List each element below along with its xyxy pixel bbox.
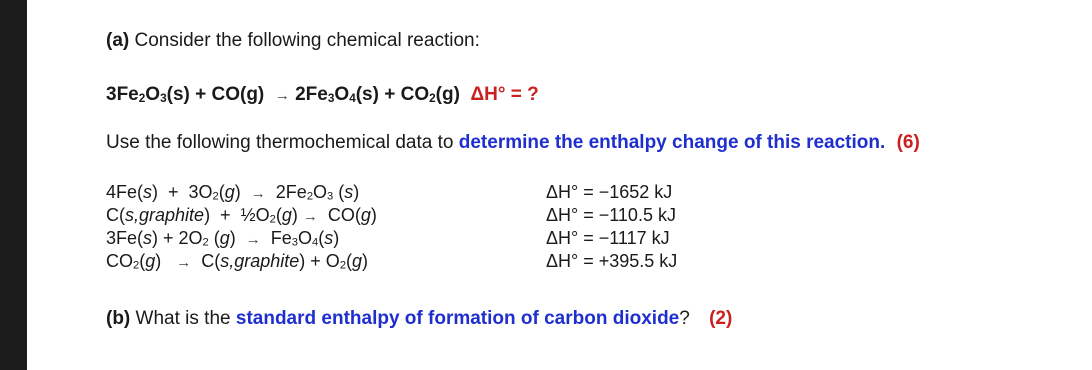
left-border-bar — [0, 0, 27, 370]
marks-badge: (6) — [896, 132, 920, 153]
data-enthalpy-4: ΔH° = +395.5 kJ — [546, 251, 678, 271]
data-enthalpy-1: ΔH° = −1652 kJ — [546, 182, 673, 202]
subscript: 2 — [429, 91, 436, 105]
oxygen-symbol: O — [334, 84, 350, 105]
main-reaction — [106, 84, 539, 106]
instruction-emphasis: determine the enthalpy change of this reaction. — [458, 132, 886, 153]
product-magnetite: 2Fe — [295, 84, 328, 105]
data-reaction-3: $3Fe(s) + 2O_2$ $(g) \to Fe_3O_4(s)$ — [106, 228, 340, 249]
part-a-heading — [106, 30, 480, 52]
oxygen-symbol: O — [145, 84, 161, 105]
part-a-prompt: Consider the following chemical reaction: — [134, 30, 480, 51]
data-enthalpy-2: ΔH° = −110.5 kJ — [546, 205, 676, 225]
data-enthalpy-3: ΔH° = −1117 kJ — [546, 228, 670, 248]
product-state: (g) — [435, 84, 460, 105]
part-a-label: (a) — [106, 30, 130, 51]
subscript: 2 — [138, 91, 146, 105]
part-b-question-mark: ? — [679, 308, 690, 329]
data-reaction-4: $CO_2(g)$ → C(s,graphite) + $O_2(g)$ — [106, 251, 369, 272]
enthalpy-unknown: ΔH° = ? — [470, 84, 539, 105]
part-b-emphasis: standard enthalpy of formation of carbon dioxide — [235, 308, 680, 329]
product-state: (s) + CO — [355, 84, 430, 105]
subscript: 3 — [160, 91, 167, 105]
part-b-label: (b) — [106, 308, 131, 329]
part-b-text: What is the — [135, 308, 231, 329]
subscript: 4 — [349, 91, 356, 105]
instruction-text: Use the following thermochemical data to — [106, 132, 454, 153]
instruction-line — [106, 132, 920, 154]
marks-badge: (2) — [709, 308, 733, 329]
data-reaction-2: C(s,graphite) + $\frac{1}{2}O_2(g) \to CO(g)$ — [106, 205, 377, 226]
part-b-question — [106, 308, 732, 330]
reactant-state: (s) + CO(g) — [166, 84, 265, 105]
data-reaction-1: $4Fe(s) + 3O_2(g) \to 2Fe_2O_3$ (s) — [106, 182, 360, 203]
subscript: 3 — [327, 91, 335, 105]
reactant-iron-oxide: 3Fe — [106, 84, 139, 105]
reaction-arrow: → — [274, 87, 290, 104]
